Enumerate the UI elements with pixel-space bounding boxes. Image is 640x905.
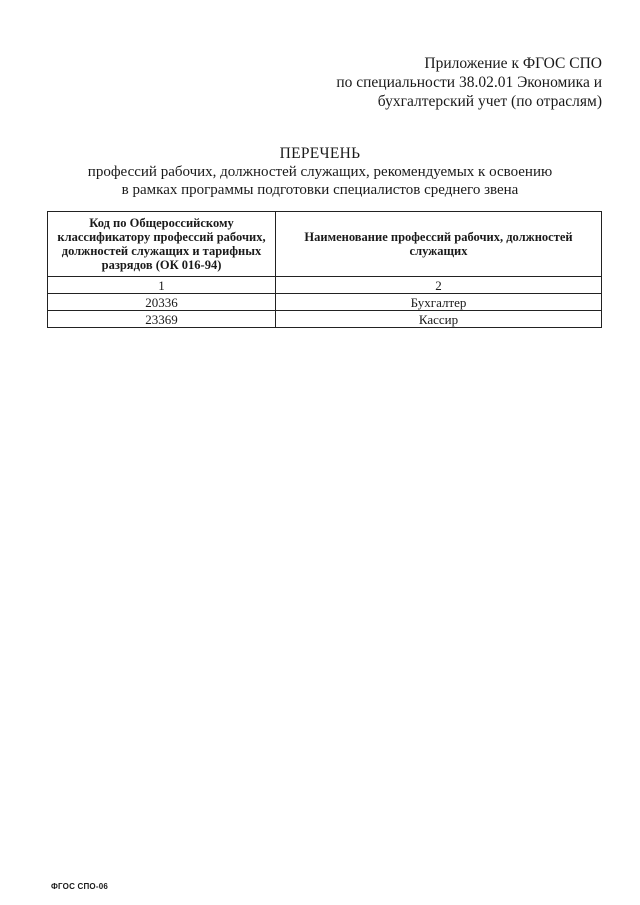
title-subline-1: профессий рабочих, должностей служащих, рекомендуемых к освоению (87, 164, 553, 180)
header-code: Код по Общероссийскому классификатору профессий рабочих, должностей служащих и тарифных разрядов (ОК 016-94) (48, 212, 276, 277)
appendix-line-2: по специальности 38.02.01 Экономика и (336, 74, 602, 91)
name-cell: Бухгалтер (276, 294, 602, 311)
appendix-line-1: Приложение к ФГОС СПО (424, 55, 602, 72)
table-row (48, 311, 602, 328)
numbering-cell-1: 1 (48, 277, 276, 294)
footer-label: ФГОС СПО-06 (51, 882, 108, 891)
header-name: Наименование профессий рабочих, должностей служащих (276, 212, 602, 277)
title-heading: ПЕРЕЧЕНЬ (279, 145, 361, 162)
table-row (48, 294, 602, 311)
appendix-note (282, 54, 602, 111)
document-title (40, 145, 600, 199)
professions-table (47, 211, 602, 328)
title-subline-2: в рамках программы подготовки специалистов среднего звена (121, 182, 519, 198)
table-numbering-row (48, 277, 602, 294)
appendix-line-3: бухгалтерский учет (по отраслям) (377, 93, 602, 110)
code-cell: 20336 (48, 294, 276, 311)
name-cell: Кассир (276, 311, 602, 328)
numbering-cell-2: 2 (276, 277, 602, 294)
table-header-row (48, 212, 602, 277)
code-cell: 23369 (48, 311, 276, 328)
